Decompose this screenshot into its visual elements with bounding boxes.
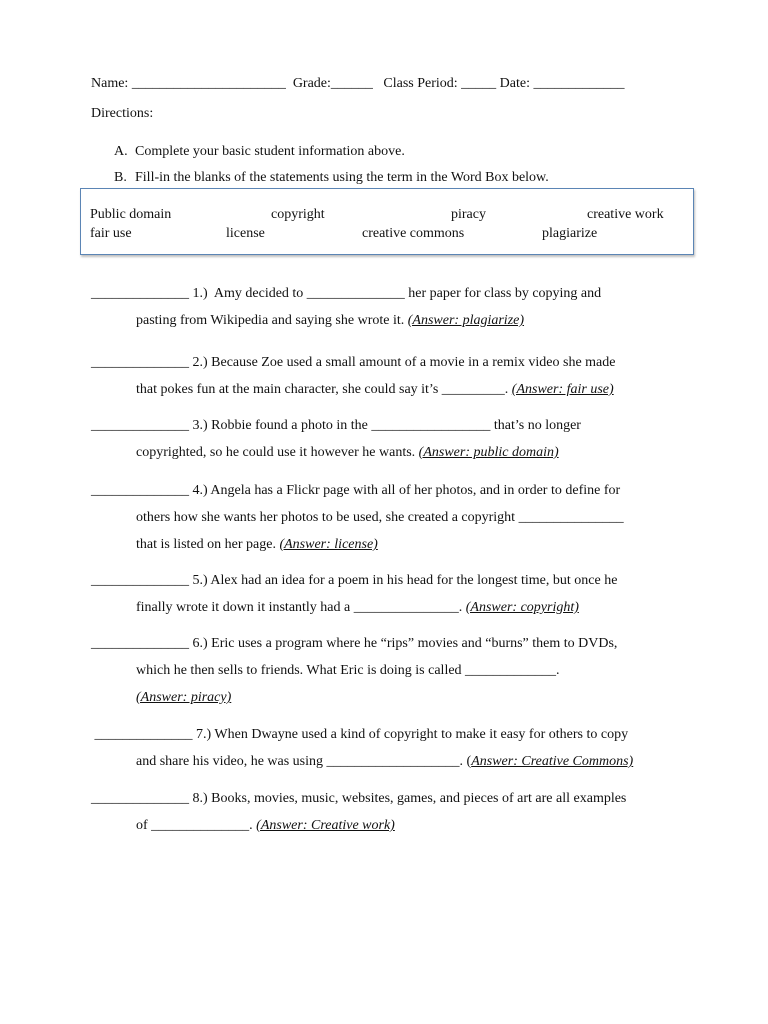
question-text: of ______________. (136, 818, 257, 833)
question-text: that is listed on her page. (136, 537, 280, 552)
question-8-line-1: ______________ 8.) Books, movies, music, websites, games, and pieces of art are all examples (91, 791, 627, 806)
word-piracy: piracy (451, 207, 486, 222)
question-2-line-2 (136, 382, 614, 398)
question-4-line-1: ______________ 4.) Angela has a Flickr page with all of her photos, and in order to define for (91, 483, 621, 498)
direction-text: Fill-in the blanks of the statements using the term in the Word Box below. (135, 170, 549, 185)
question-1-line-2 (136, 313, 524, 329)
question-3-line-2 (136, 445, 559, 461)
question-8-line-2 (136, 818, 395, 834)
question-7-line-2 (136, 754, 633, 770)
question-4-line-2: others how she wants her photos to be used, she created a copyright _______________ (136, 510, 624, 525)
question-6-answer (136, 690, 231, 706)
student-info-line: Name: ______________________ Grade:______ Class Period: _____ Date: _____________ (91, 76, 625, 91)
word-public-domain: Public domain (90, 207, 172, 222)
directions-title: Directions: (91, 106, 154, 121)
answer-text: (Answer: fair use) (511, 382, 614, 397)
answer-text: (Answer: copyright) (465, 600, 579, 615)
question-text: pasting from Wikipedia and saying she wrote it. (136, 313, 408, 328)
question-7-line-1: ______________ 7.) When Dwayne used a kind of copyright to make it easy for others to copy (91, 727, 629, 742)
direction-letter: B. (114, 170, 127, 185)
answer-text: (Answer: piracy) (136, 690, 232, 705)
question-text: copyrighted, so he could use it however he wants. (136, 445, 419, 460)
word-creative-work: creative work (587, 207, 664, 222)
word-copyright: copyright (271, 207, 325, 222)
direction-item-b (114, 170, 549, 186)
direction-item-a (114, 144, 405, 160)
question-5-line-2 (136, 600, 579, 616)
question-2-line-1: ______________ 2.) Because Zoe used a small amount of a movie in a remix video she made (91, 355, 616, 370)
direction-letter: A. (114, 144, 128, 159)
answer-text: (Answer: Creative work) (256, 818, 395, 833)
question-text: that pokes fun at the main character, she could say it’s _________. (136, 382, 512, 397)
answer-text: (Answer: plagiarize) (407, 313, 525, 328)
answer-text: Answer: Creative Commons) (471, 754, 634, 769)
question-3-line-1: ______________ 3.) Robbie found a photo in the _________________ that’s no longer (91, 418, 581, 433)
answer-text: (Answer: public domain) (418, 445, 559, 460)
word-fair-use: fair use (90, 226, 132, 241)
word-creative-commons: creative commons (362, 226, 465, 241)
question-5-line-1: ______________ 5.) Alex had an idea for a poem in his head for the longest time, but once he (91, 573, 618, 588)
question-6-line-1: ______________ 6.) Eric uses a program where he “rips” movies and “burns” them to DVDs, (91, 636, 618, 651)
question-text: finally wrote it down it instantly had a _______________. (136, 600, 466, 615)
word-license: license (226, 226, 265, 241)
word-plagiarize: plagiarize (542, 226, 598, 241)
question-text: and share his video, he was using ___________________. ( (136, 754, 472, 769)
question-4-line-3 (136, 537, 378, 553)
question-6-line-2: which he then sells to friends. What Eric is doing is called _____________. (136, 663, 560, 678)
direction-text: Complete your basic student information above. (135, 144, 405, 159)
answer-text: (Answer: license) (279, 537, 378, 552)
question-1-line-1: ______________ 1.) Amy decided to ______________ her paper for class by copying and (91, 286, 602, 301)
